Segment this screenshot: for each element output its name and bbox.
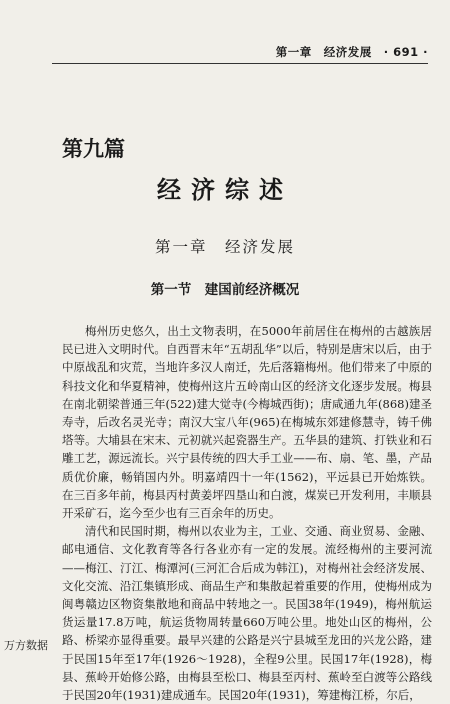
chapter-title: 第一章 经济发展 (154, 238, 295, 256)
header-rule (52, 63, 428, 64)
section-title: 第一节 建国前经济概况 (150, 282, 300, 298)
paragraph: 清代和民国时期，梅州以农业为主，工业、交通、商业贸易、金融、邮电通信、文化教育等各行各业亦有一定的发展。流经梅州的主要河流——梅江、汀江、梅潭河(三河汇合后成为韩江)，对梅州社会经济发展、文化交流、沿江集镇形成、商品生产和集散起着重要的作用，使梅州成为闽粤赣边区物资集散地和商品中转地之一。民国38年(1949)，梅州航运货运量17.8万吨，航运货物周转量660万吨公里。地处山区的梅州，公路、桥梁亦显得重要。最早兴建的公路是兴宁县城至龙田的兴龙公路，建于民国15年至17年(1926～1928)，全程9公里。民国17年(1928)，梅县、蕉岭开始修公路，由梅县至松口、梅县至丙村、蕉岭至白渡等公路线于民国20年(1931)建成通车。民国20年(1931)，筹建梅江桥，尔后， (62, 524, 432, 703)
running-header: 第一章 经济发展 · 691 · (275, 45, 428, 59)
body-text (62, 322, 432, 704)
volume-title: 经济综述 (157, 175, 293, 204)
watermark-text: 万方数据 (4, 639, 48, 652)
part-title: 第九篇 (62, 136, 125, 161)
paragraph: 梅州历史悠久，出土文物表明，在5000年前居住在梅州的古越族居民已进入文明时代。自西晋末年“五胡乱华”以后，特别是唐宋以后，由于中原战乱和灾荒，当地许多汉人南迁，先后落籍梅州。他们带来了中原的科技文化和华夏精神，使梅州这片五岭南山区的经济文化逐步发展。梅县在南北朝梁普通三年(522)建大觉寺(今梅城西街)；唐咸通九年(868)建圣寿寺，后改名灵光寺；南汉大宝八年(965)在梅城东郊建修慧寺，铸千佛塔等。大埔县在宋末、元初就兴起瓷器生产。五华县的建筑、打铁业和石雕工艺，源远流长。兴宁县传统的四大手工业——布、扇、笔、墨，产品质优价廉，畅销国内外。明嘉靖四十一年(1562)，平远县已开始炼铁。在三百多年前，梅县丙村黄姜坪四垦山和白渡，煤炭已开发利用，丰顺县开采矿石，迄今至少也有三百余年的历史。 (62, 324, 432, 521)
